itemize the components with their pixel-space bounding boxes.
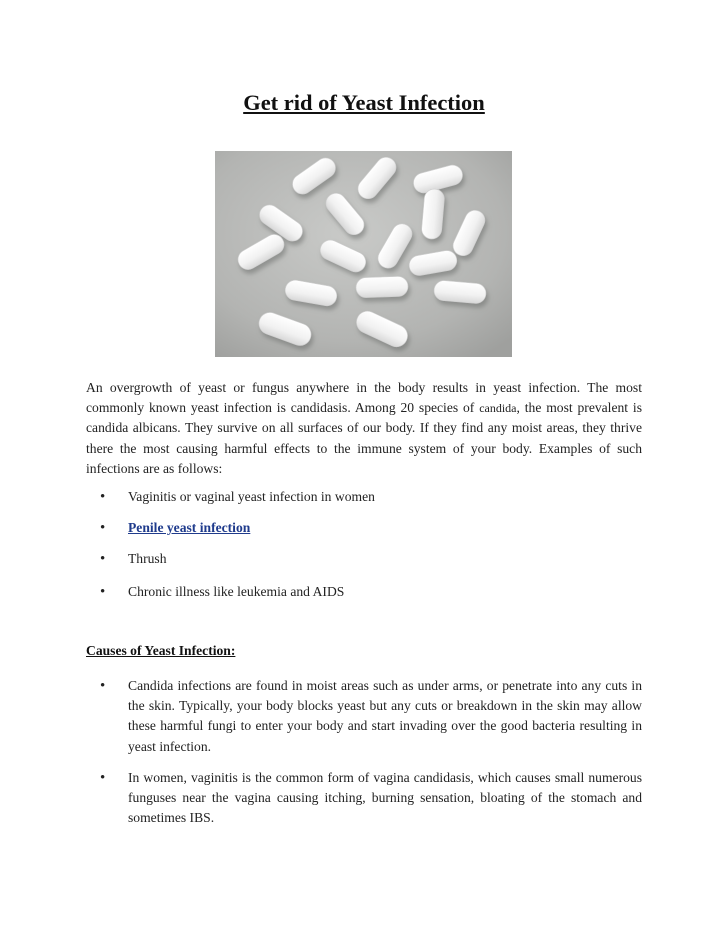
intro-paragraph <box>86 378 642 479</box>
list-item <box>86 549 642 582</box>
list-item-text: Chronic illness like leukemia and AIDS <box>128 584 345 599</box>
bullet-icon: • <box>100 678 106 694</box>
pills-photo <box>215 151 512 357</box>
intro-text-1: An overgrowth of yeast or fungus anywhere in the body results in yeast infection. The most commonly known yeast infection is candidasis. Among 20 species of <box>86 380 642 416</box>
bullet-icon: • <box>100 584 106 600</box>
bullet-icon: • <box>100 769 106 786</box>
list-item <box>86 768 642 829</box>
bullet-icon: • <box>100 551 106 567</box>
list-item-text: Thrush <box>128 551 167 566</box>
causes-list <box>86 676 642 839</box>
bullet-icon: • <box>100 489 106 505</box>
infection-list <box>86 487 642 613</box>
pills-illustration <box>215 151 512 357</box>
list-item <box>86 582 642 613</box>
list-item <box>86 676 642 757</box>
bullet-icon: • <box>100 520 106 536</box>
list-item-text: Vaginitis or vaginal yeast infection in women <box>128 489 375 504</box>
penile-yeast-infection-link[interactable]: Penile yeast infection <box>128 520 251 535</box>
intro-text-2: , the most prevalent is candida albicans. They survive on all surfaces of our body. If they find any moist areas, they thrive there the most causing harmful effects to the immune system of your body. Examples of such infections are as follows: <box>86 400 642 476</box>
list-item-text: In women, vaginitis is the common form of vagina candidasis, which causes small numerous funguses near the vagina causing itching, burning sensation, bloating of the stomach and sometimes IBS. <box>128 769 642 826</box>
page-title: Get rid of Yeast Infection <box>243 90 485 115</box>
intro-candida-word: candida <box>479 401 517 416</box>
list-item[interactable] <box>86 518 642 549</box>
list-item <box>86 487 642 518</box>
causes-heading: Causes of Yeast Infection: <box>86 643 236 658</box>
list-item-text: Candida infections are found in moist areas such as under arms, or penetrate into any cuts in the skin. Typically, your body blocks yeast but any cuts or breakdown in the skin may allow these harmful fungi to enter your body and start invading over the good bacteria resulting in yeast infection. <box>128 678 642 754</box>
